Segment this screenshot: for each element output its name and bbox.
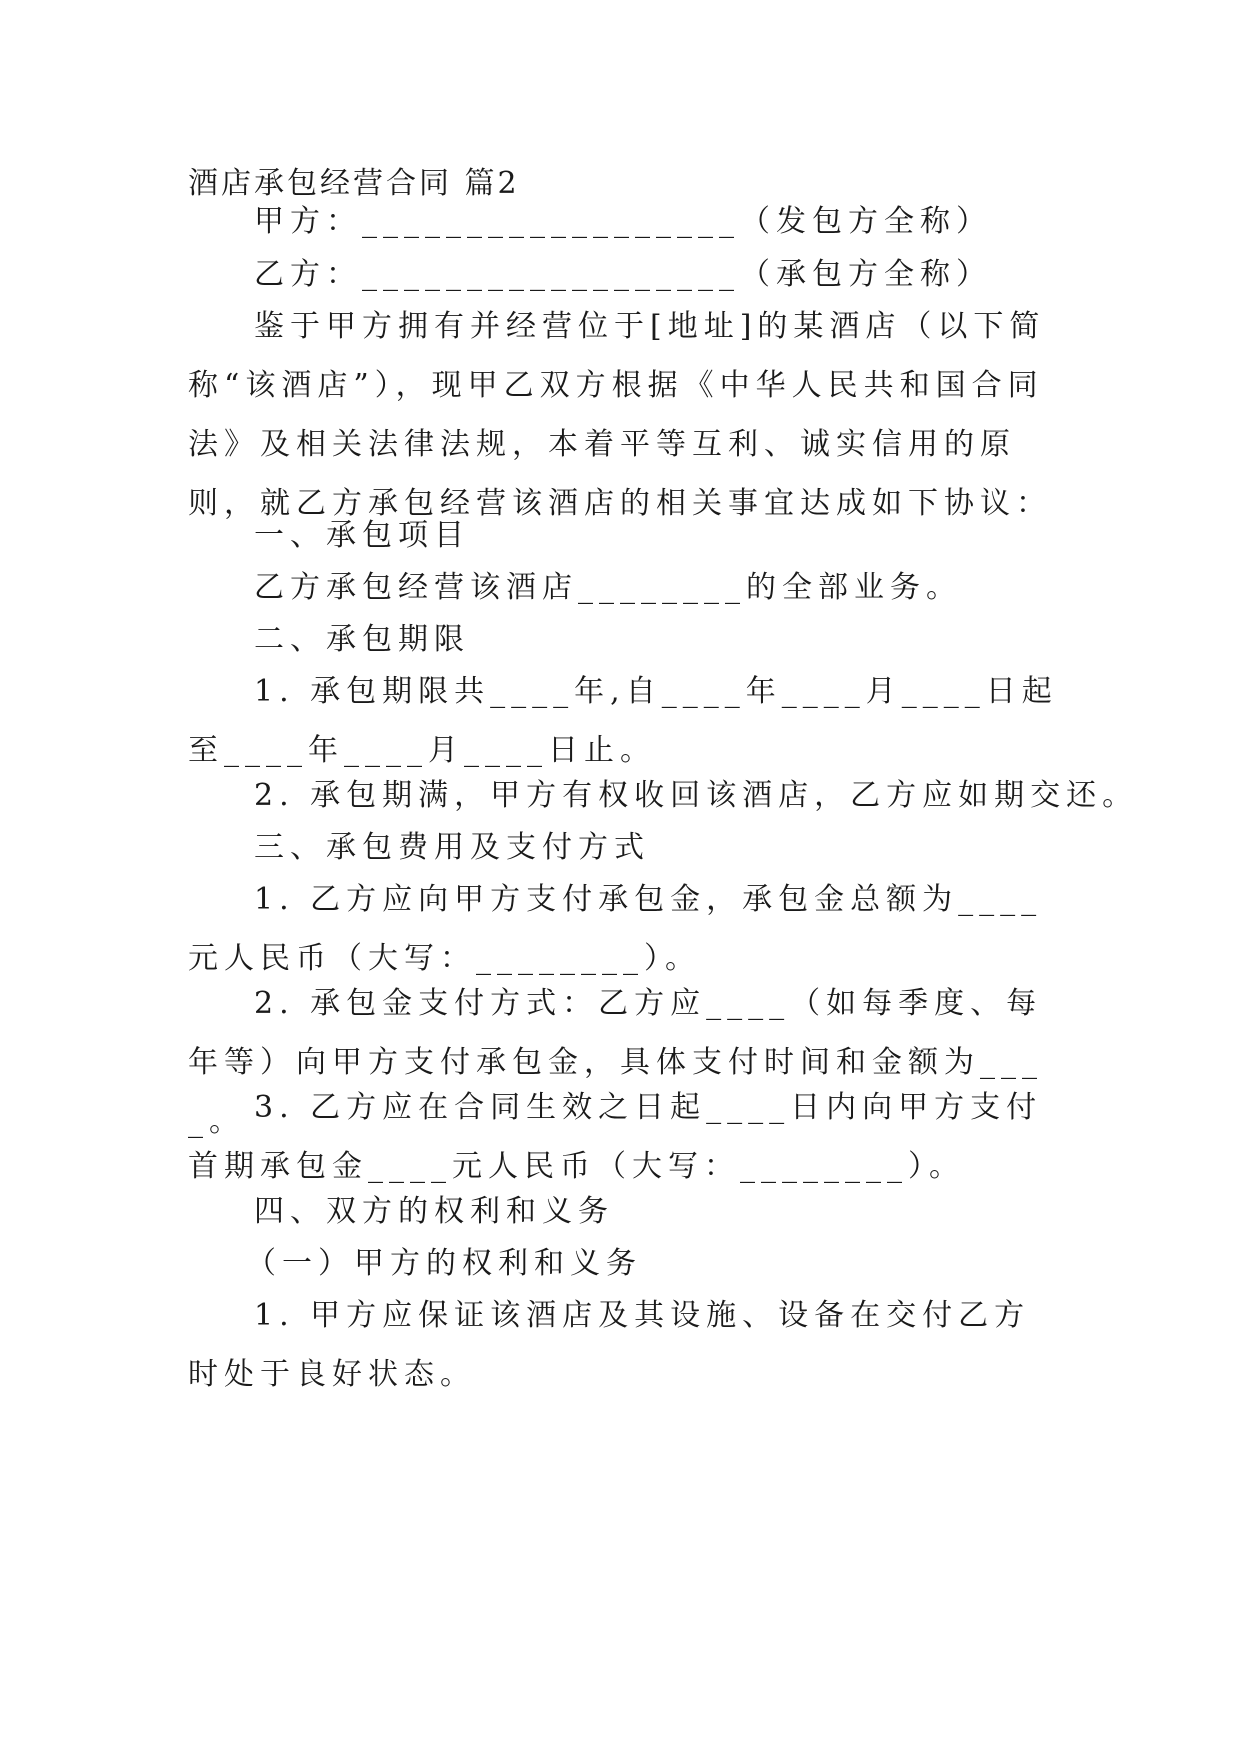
document-title: 酒店承包经营合同 篇2 bbox=[188, 166, 520, 201]
party-b-line: 乙方：__________________（承包方全称） bbox=[254, 257, 992, 292]
party-a-line: 甲方：__________________（发包方全称） bbox=[254, 204, 992, 239]
section-3-item-3: 3. 乙方应在合同生效之日起____日内向甲方支付首期承包金____元人民币（大写：________）。 bbox=[188, 1090, 1043, 1184]
section-heading-3: 三、承包费用及支付方式 bbox=[254, 830, 650, 865]
section-3-item-2: 2. 承包金支付方式：乙方应____（如每季度、每年等）向甲方支付承包金，具体支付时间和金额为____。 bbox=[188, 986, 1043, 1139]
section-4-subheading: （一）甲方的权利和义务 bbox=[246, 1246, 642, 1281]
section-2-item-2: 2. 承包期满，甲方有权收回该酒店，乙方应如期交还。 bbox=[254, 778, 1139, 813]
section-4-item-1: 1. 甲方应保证该酒店及其设施、设备在交付乙方时处于良好状态。 bbox=[188, 1298, 1031, 1392]
section-1-item-1: 乙方承包经营该酒店________的全部业务。 bbox=[254, 570, 962, 605]
preamble-paragraph: 鉴于甲方拥有并经营位于[地址]的某酒店（以下简称“该酒店”），现甲乙双方根据《中华人民共和国合同法》及相关法律法规，本着平等互利、诚实信用的原则，就乙方承包经营该酒店的相关事宜达成如下协议： bbox=[188, 309, 1052, 521]
section-heading-2: 二、承包期限 bbox=[254, 622, 470, 657]
section-2-item-1: 1. 承包期限共____年,自____年____月____日起至____年____月____日止。 bbox=[188, 674, 1058, 768]
section-heading-4: 四、双方的权利和义务 bbox=[254, 1194, 614, 1229]
section-3-item-1: 1. 乙方应向甲方支付承包金，承包金总额为____元人民币（大写：________）。 bbox=[188, 882, 1043, 976]
section-heading-1: 一、承包项目 bbox=[254, 518, 470, 553]
